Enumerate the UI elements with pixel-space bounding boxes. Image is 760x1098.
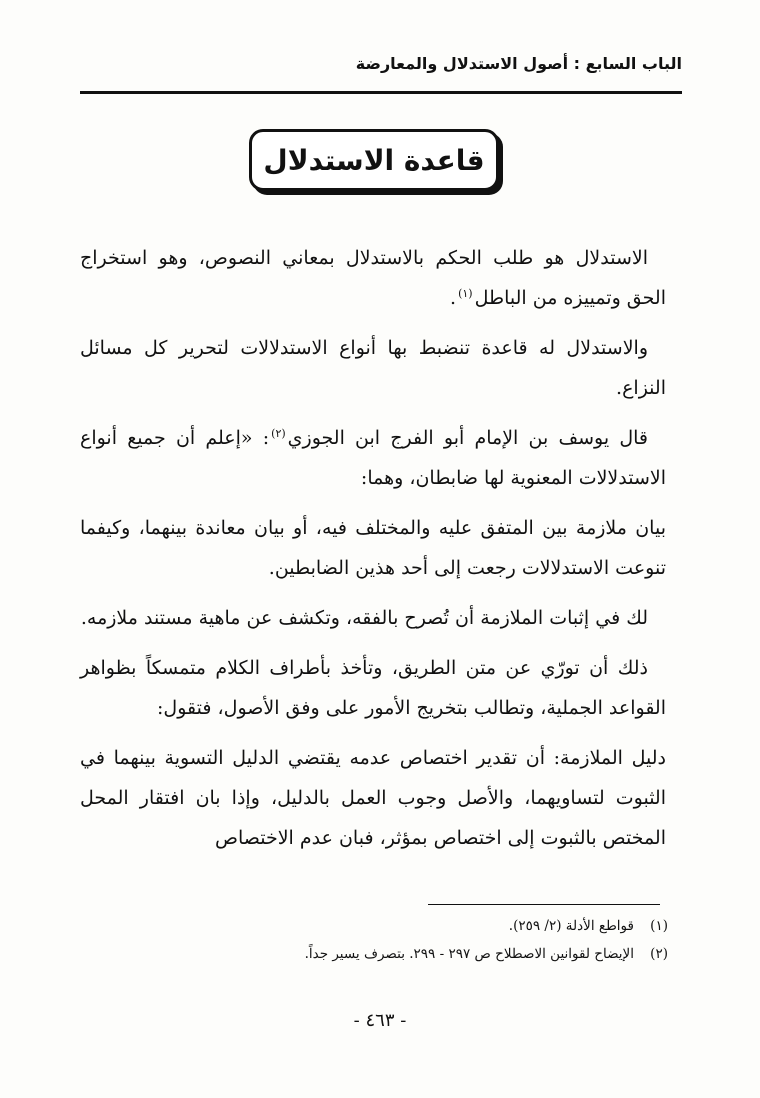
paragraph [80,328,666,408]
body-text [80,238,666,868]
footnote [110,940,668,968]
paragraph-text: بيان ملازمة بين المتفق عليه والمختلف فيه، أو بيان معاندة بينهما، وكيفما تنوعت الاستدلالات رجعت إلى أحد هذين الضابطين. [80,517,666,579]
header-rule [80,91,682,94]
footnote-number: (١) [650,918,668,934]
paragraph-text: دليل الملازمة: أن تقدير اختصاص عدمه يقتضي الدليل التسوية بينهما في الثبوت لتساويهما، والأصل وجوب العمل بالدليل، وإذا بان افتقار المحل المختص بالثبوت إلى اختصاص بمؤثر، فبان عدم الاختصاص [80,747,666,849]
paragraph [80,418,666,498]
footnote-text: قواطع الأدلة (٢/ ٢٥٩). [508,918,634,934]
paragraph-text-after: . [450,287,457,309]
page-number: - ٤٦٣ - [353,1010,407,1031]
paragraph [80,598,666,638]
paragraph [80,648,666,728]
paragraph-text: ذلك أن تورّي عن متن الطريق، وتأخذ بأطراف الكلام متمسكاً بظواهر القواعد الجملية، وتطالب بتخريج الأمور على وفق الأصول، فتقول: [80,657,666,719]
footnote-rule [428,904,660,905]
footnote-text: الإيضاح لقوانين الاصطلاح ص ٢٩٧ - ٢٩٩. بتصرف يسير جداً. [304,946,634,962]
paragraph [80,238,666,318]
footnote-number: (٢) [650,946,668,962]
footnote-ref[interactable]: (١) [458,286,473,300]
paragraph [80,738,666,858]
footnote [110,912,668,940]
running-header: الباب السابع : أصول الاستدلال والمعارضة [355,54,682,73]
paragraph-text: لك في إثبات الملازمة أن تُصرح بالفقه، وتكشف عن ماهية مستند ملازمه. [80,607,648,629]
paragraph-text: والاستدلال له قاعدة تنضبط بها أنواع الاستدلالات لتحرير كل مسائل النزاع. [80,337,666,399]
page-title: قاعدة الاستدلال [263,143,485,177]
footnotes [110,912,668,968]
paragraph-text: الاستدلال هو طلب الحكم بالاستدلال بمعاني النصوص، وهو استخراج الحق وتمييزه من الباطل [80,247,666,309]
footnote-ref[interactable]: (٢) [271,426,286,440]
paragraph-text-after: : «إعلم أن جميع أنواع الاستدلالات المعنوية لها ضابطان، وهما: [80,427,666,489]
paragraph-text: قال يوسف بن الإمام أبو الفرج ابن الجوزي [287,427,649,449]
paragraph [80,508,666,588]
title-box [249,129,499,191]
